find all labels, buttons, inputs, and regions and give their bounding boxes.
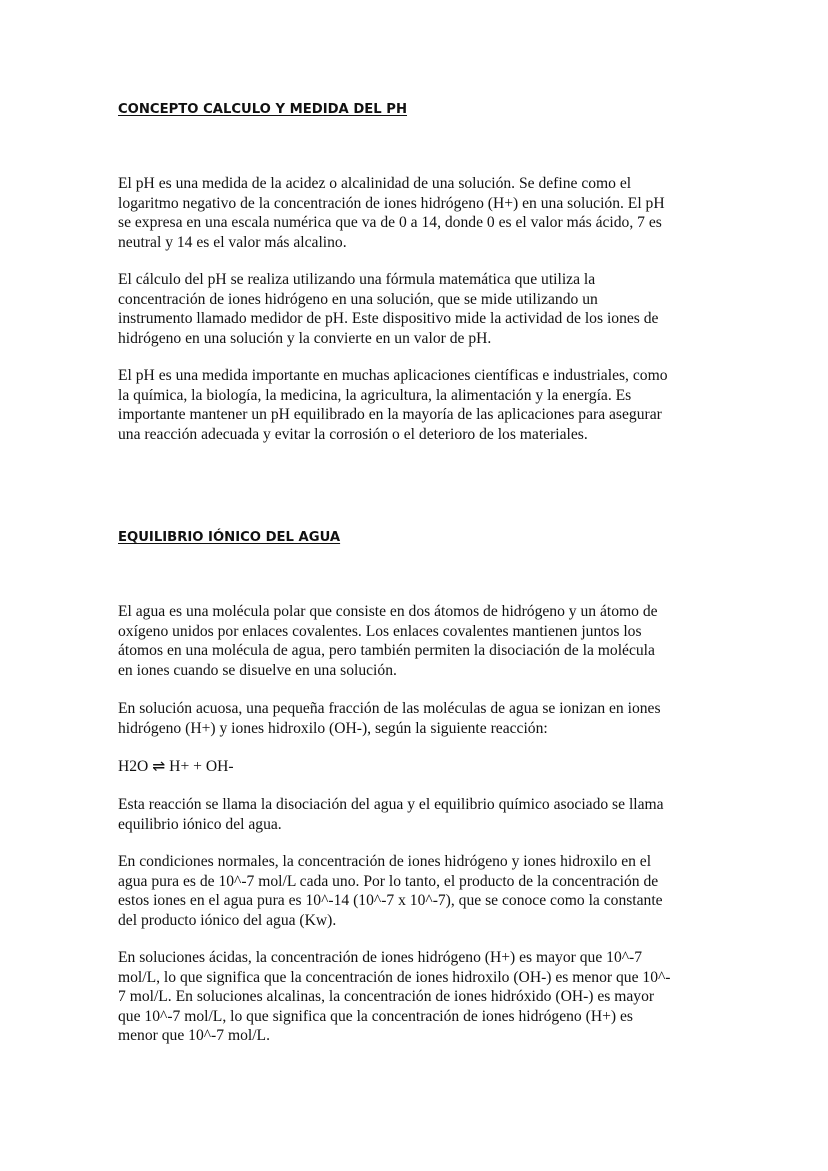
text-line: importante mantener un pH equilibrado en la mayoría de las aplicaciones para asegurar: [118, 406, 662, 424]
text-line: que 10^-7 mol/L, lo que significa que la concentración de iones hidrógeno (H+) es: [118, 1007, 633, 1025]
text-line: instrumento llamado medidor de pH. Este dispositivo mide la actividad de los iones de: [118, 310, 659, 328]
text-line: El agua es una molécula polar que consiste en dos átomos de hidrógeno y un átomo de: [118, 603, 658, 620]
paragraph-water-molecule: [118, 602, 710, 680]
text-line: hidrógeno (H+) y iones hidroxilo (OH-), según la siguiente reacción:: [118, 719, 548, 737]
paragraph-ionization: [118, 699, 710, 738]
text-line: En soluciones ácidas, la concentración de iones hidrógeno (H+) es mayor que 10^-7: [118, 949, 643, 966]
text-line: equilibrio iónico del agua.: [118, 815, 282, 833]
text-line: hidrógeno en una solución y la convierte en un valor de pH.: [118, 329, 492, 347]
text-line: mol/L, lo que significa que la concentración de iones hidroxilo (OH-) es menor que 10^-: [118, 968, 671, 986]
text-line: en iones cuando se disuelve en una solución.: [118, 661, 397, 679]
text-line: agua pura es de 10^-7 mol/L cada uno. Por lo tanto, el producto de la concentración de: [118, 872, 659, 890]
paragraph-ph-applications: [118, 366, 710, 444]
text-line: 7 mol/L. En soluciones alcalinas, la concentración de iones hidróxido (OH-) es mayor: [118, 988, 655, 1006]
text-line: menor que 10^-7 mol/L.: [118, 1027, 270, 1045]
text-line: En solución acuosa, una pequeña fracción de las moléculas de agua se ionizan en iones: [118, 700, 661, 717]
text-line: la química, la biología, la medicina, la agricultura, la alimentación y la energía. Es: [118, 386, 632, 404]
text-line: En condiciones normales, la concentración de iones hidrógeno y iones hidroxilo en el: [118, 853, 652, 870]
text-line: concentración de iones hidrógeno en una solución, que se mide utilizando un: [118, 290, 598, 308]
text-line: oxígeno unidos por enlaces covalentes. Los enlaces covalentes mantienen juntos los: [118, 622, 642, 640]
text-line: El cálculo del pH se realiza utilizando una fórmula matemática que utiliza la: [118, 271, 596, 288]
reaction-equation: [118, 757, 710, 777]
text-line: H2O ⇌ H+ + OH-: [118, 758, 234, 775]
text-line: Esta reacción se llama la disociación del agua y el equilibrio químico asociado se llama: [118, 796, 664, 813]
paragraph-dissociation: [118, 795, 710, 834]
paragraph-normal-conditions: [118, 852, 710, 930]
text-line: El pH es una medida importante en muchas aplicaciones científicas e industriales, como: [118, 367, 668, 384]
text-line: El pH es una medida de la acidez o alcalinidad de una solución. Se define como el: [118, 175, 632, 192]
text-line: neutral y 14 es el valor más alcalino.: [118, 233, 347, 251]
text-line: estos iones en el agua pura es 10^-14 (10^-7 x 10^-7), que se conoce como la constante: [118, 892, 663, 910]
section-heading-ph: CONCEPTO CALCULO Y MEDIDA DEL PH: [118, 102, 408, 117]
section-heading-water-equilibrium: EQUILIBRIO IÓNICO DEL AGUA: [118, 530, 341, 545]
text-line: del producto iónico del agua (Kw).: [118, 911, 337, 929]
text-line: átomos en una molécula de agua, pero también permiten la disociación de la molécula: [118, 642, 655, 660]
text-line: una reacción adecuada y evitar la corrosión o el deterioro de los materiales.: [118, 425, 588, 443]
text-line: logaritmo negativo de la concentración de iones hidrógeno (H+) en una solución. El pH: [118, 194, 665, 212]
text-line: se expresa en una escala numérica que va de 0 a 14, donde 0 es el valor más ácido, 7 es: [118, 214, 662, 232]
paragraph-ph-calculation: [118, 270, 710, 348]
paragraph-acid-alkaline: [118, 948, 710, 1046]
paragraph-ph-definition: [118, 174, 710, 252]
